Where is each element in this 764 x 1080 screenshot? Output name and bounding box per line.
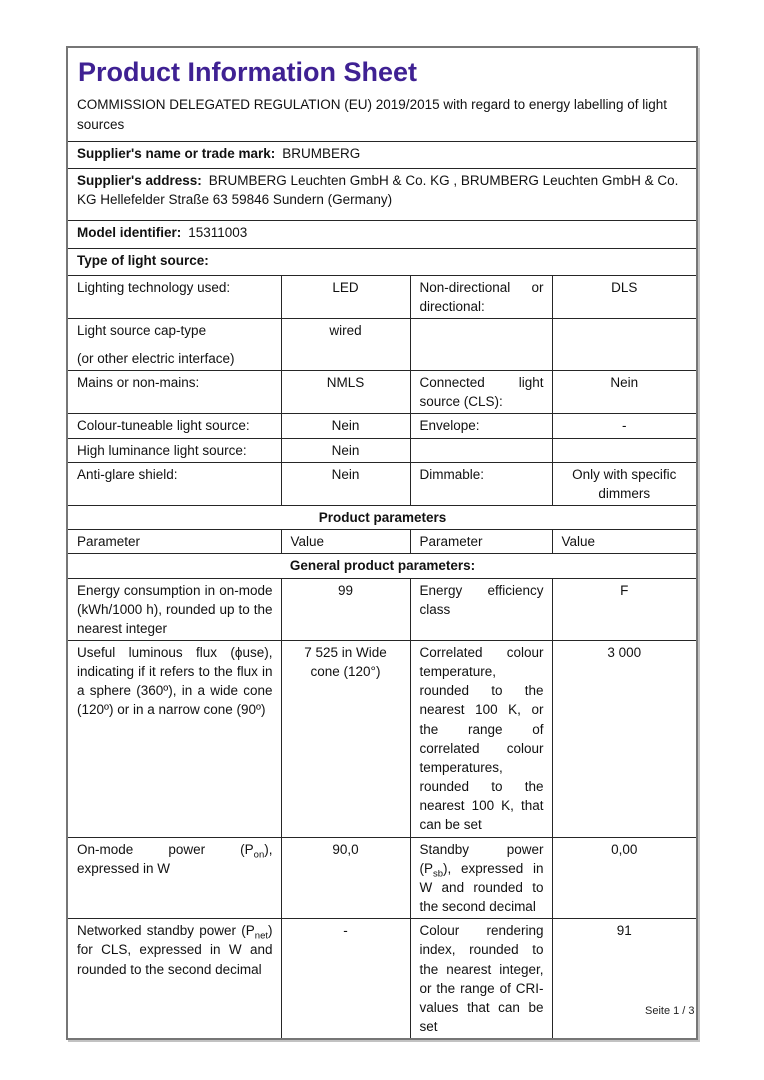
general-parameters-section-row: [67, 554, 697, 578]
page-number: Seite 1 / 3: [645, 1005, 695, 1017]
header-row: [67, 47, 697, 141]
param-cell: Useful luminous flux (ϕuse), indicating if it refers to the flux in a sphere (360º), in a wide cone (120º) or in a narrow cone (90º): [67, 641, 281, 838]
value-cell: [281, 641, 410, 838]
value-cell: [552, 462, 697, 505]
supplier-name-label: Supplier's name or trade mark:: [77, 145, 276, 161]
model-identifier-row: [67, 220, 697, 248]
cap-type-line2: (or other electric interface): [77, 350, 235, 366]
param-cell: High luminance light source:: [67, 438, 281, 462]
value-cell: 91: [552, 919, 697, 1039]
param-cell: [67, 837, 281, 919]
supplier-address-label: Supplier's address:: [77, 172, 202, 188]
param-cell: [410, 318, 552, 370]
param-cell: Envelope:: [410, 414, 552, 438]
value-cell: 90,0: [281, 837, 410, 919]
param-cell: [67, 318, 281, 370]
value-cell: Nein: [552, 371, 697, 414]
param-cell: Colour-tuneable light source:: [67, 414, 281, 438]
row-useful-luminous-flux: [67, 641, 697, 838]
param-text: On-mode power (P: [77, 841, 254, 857]
cap-type-line1: Light source cap-type: [77, 322, 207, 338]
model-identifier-cell: [67, 220, 697, 248]
param-subscript: sb: [433, 868, 444, 880]
value-cell: -: [552, 414, 697, 438]
param-cell: [67, 919, 281, 1039]
param-cell: Colour rendering index, rounded to the nearest integer, or the range of CRI-values that can be set: [410, 919, 552, 1039]
luminous-flux-value: 7 525 in Wide cone (120°): [304, 645, 387, 680]
supplier-name-value: BRUMBERG: [282, 145, 361, 161]
param-cell: Non-directional or directional:: [410, 275, 552, 318]
supplier-address-value: BRUMBERG Leuchten GmbH & Co. KG , BRUMBERG Leuchten GmbH & Co. KG Hellefelder Straße 63 59846 Sundern (Germany): [77, 172, 679, 207]
param-cell: Lighting technology used:: [67, 275, 281, 318]
row-energy-consumption: [67, 578, 697, 640]
general-parameters-title: General product parameters:: [67, 554, 697, 578]
param-subscript: on: [253, 849, 265, 861]
row-cap-type: [67, 318, 697, 370]
row-mains: [67, 371, 697, 414]
row-anti-glare: [67, 462, 697, 505]
value-cell: Nein: [281, 438, 410, 462]
param-cell: Energy efficiency class: [410, 578, 552, 640]
page-title: Product Information Sheet: [78, 57, 418, 87]
value-cell: Nein: [281, 462, 410, 505]
param-text: Standby power (P: [419, 841, 544, 876]
sheet-table: [66, 46, 698, 1040]
param-cell: Anti-glare shield:: [67, 462, 281, 505]
header-cell: [67, 47, 697, 141]
product-parameters-section-row: [67, 506, 697, 530]
row-lighting-technology: [67, 275, 697, 318]
supplier-name-row: [67, 141, 697, 168]
column-header-parameter: Parameter: [410, 530, 552, 554]
model-identifier-value: 15311003: [188, 224, 248, 240]
param-subscript: net: [254, 930, 268, 942]
value-cell: LED: [281, 275, 410, 318]
type-of-light-source-cell: [67, 248, 697, 275]
value-cell: 99: [281, 578, 410, 640]
value-cell: Nein: [281, 414, 410, 438]
param-text: ), expressed in W and rounded to the second decimal: [419, 860, 544, 915]
value-cell: [552, 318, 697, 370]
param-cell: Connected light source (CLS):: [410, 371, 552, 414]
row-high-luminance: [67, 438, 697, 462]
param-cell: Correlated colour temperature, rounded to the nearest 100 K, or the range of correlated colour temperatures, rounded to the nearest 100 K, that can be set: [410, 641, 552, 838]
row-colour-tuneable: [67, 414, 697, 438]
row-on-mode-power: [67, 837, 697, 919]
value-cell: F: [552, 578, 697, 640]
type-of-light-source-row: [67, 248, 697, 275]
supplier-address-row: [67, 168, 697, 220]
param-cell: [410, 837, 552, 919]
param-cell: Mains or non-mains:: [67, 371, 281, 414]
supplier-name-cell: [67, 141, 697, 168]
value-cell: NMLS: [281, 371, 410, 414]
value-cell: -: [281, 919, 410, 1039]
param-text: ) for CLS, expressed in W and rounded to the second decimal: [77, 923, 273, 977]
value-cell: 0,00: [552, 837, 697, 919]
param-cell: [410, 438, 552, 462]
product-information-sheet: [66, 46, 696, 1040]
column-header-value: Value: [552, 530, 697, 554]
value-cell: DLS: [552, 275, 697, 318]
row-networked-standby-power: [67, 919, 697, 1039]
regulation-subtitle: COMMISSION DELEGATED REGULATION (EU) 2019/2015 with regard to energy labelling of light sources: [77, 97, 667, 132]
product-parameters-title: Product parameters: [67, 506, 697, 530]
model-identifier-label: Model identifier:: [77, 224, 182, 240]
type-of-light-source-label: Type of light source:: [77, 252, 209, 268]
supplier-address-cell: [67, 168, 697, 220]
param-text: ), expressed in W: [77, 841, 273, 876]
value-cell: wired: [281, 318, 410, 370]
param-cell: Dimmable:: [410, 462, 552, 505]
param-text: Networked standby power (P: [77, 923, 255, 939]
column-header-value: Value: [281, 530, 410, 554]
column-header-parameter: Parameter: [67, 530, 281, 554]
param-cell: Energy consumption in on-mode (kWh/1000 h), rounded up to the nearest integer: [67, 578, 281, 640]
value-cell: [552, 438, 697, 462]
dimmable-value: Only with specific dimmers: [572, 466, 677, 501]
value-cell: 3 000: [552, 641, 697, 838]
column-headers-row: [67, 530, 697, 554]
